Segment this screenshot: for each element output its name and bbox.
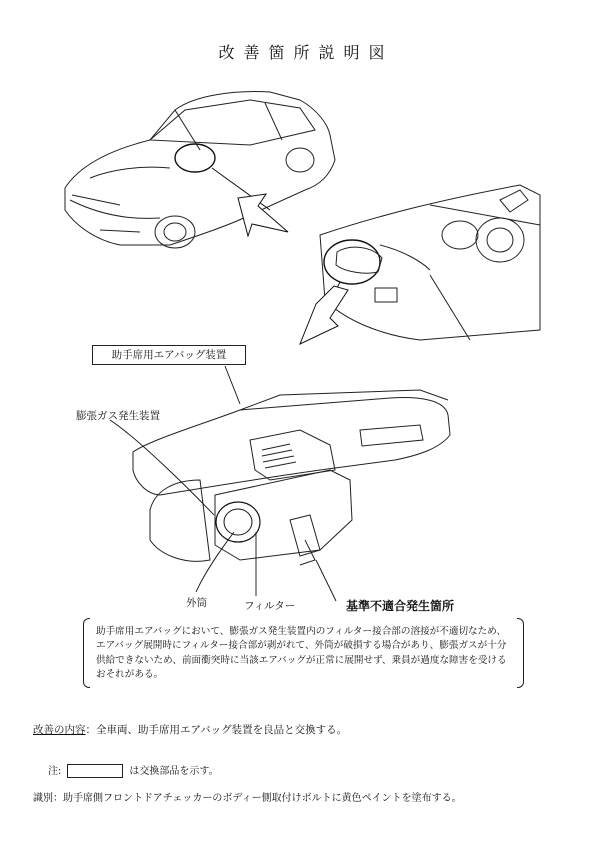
note-line bbox=[48, 762, 219, 778]
label-airbag-device: 助手席用エアバッグ装置 bbox=[92, 345, 246, 365]
identification-line: 識別：助手席側フロントドアチェッカーのボディー側取付けボルトに黄色ペイントを塗布する。 bbox=[33, 793, 462, 804]
note-text: は交換部品を示す。 bbox=[129, 766, 219, 777]
bracket-right bbox=[517, 618, 524, 688]
defect-description: 助手席用エアバッグにおいて、膨張ガス発生装置内のフィルター接合部の溶接が不適切なため、エアバッグ展開時にフィルター接合部が剥がれて、外筒が破損する場合があり、膨張ガスが十分供給できないため、前面衝突時に当該エアバッグが正常に展開せず、乗員が過度な障害を受けるおそれがある。 bbox=[96, 626, 507, 680]
improvement-text: ：全車両、助手席用エアバッグ装置を良品と交換する。 bbox=[85, 724, 348, 736]
note-prefix: 注: bbox=[48, 766, 62, 777]
page-title: 改善箇所説明図 bbox=[218, 43, 394, 62]
replacement-part-legend-box bbox=[67, 764, 123, 778]
label-defect-location: 基準不適合発生箇所 bbox=[346, 599, 455, 613]
label-filter: フィルター bbox=[244, 600, 296, 612]
label-inflator: 膨張ガス発生装置 bbox=[76, 410, 160, 422]
improvement-line bbox=[33, 722, 347, 737]
label-outer-cylinder: 外筒 bbox=[186, 597, 207, 609]
improvement-label: 改善の内容 bbox=[33, 724, 86, 736]
